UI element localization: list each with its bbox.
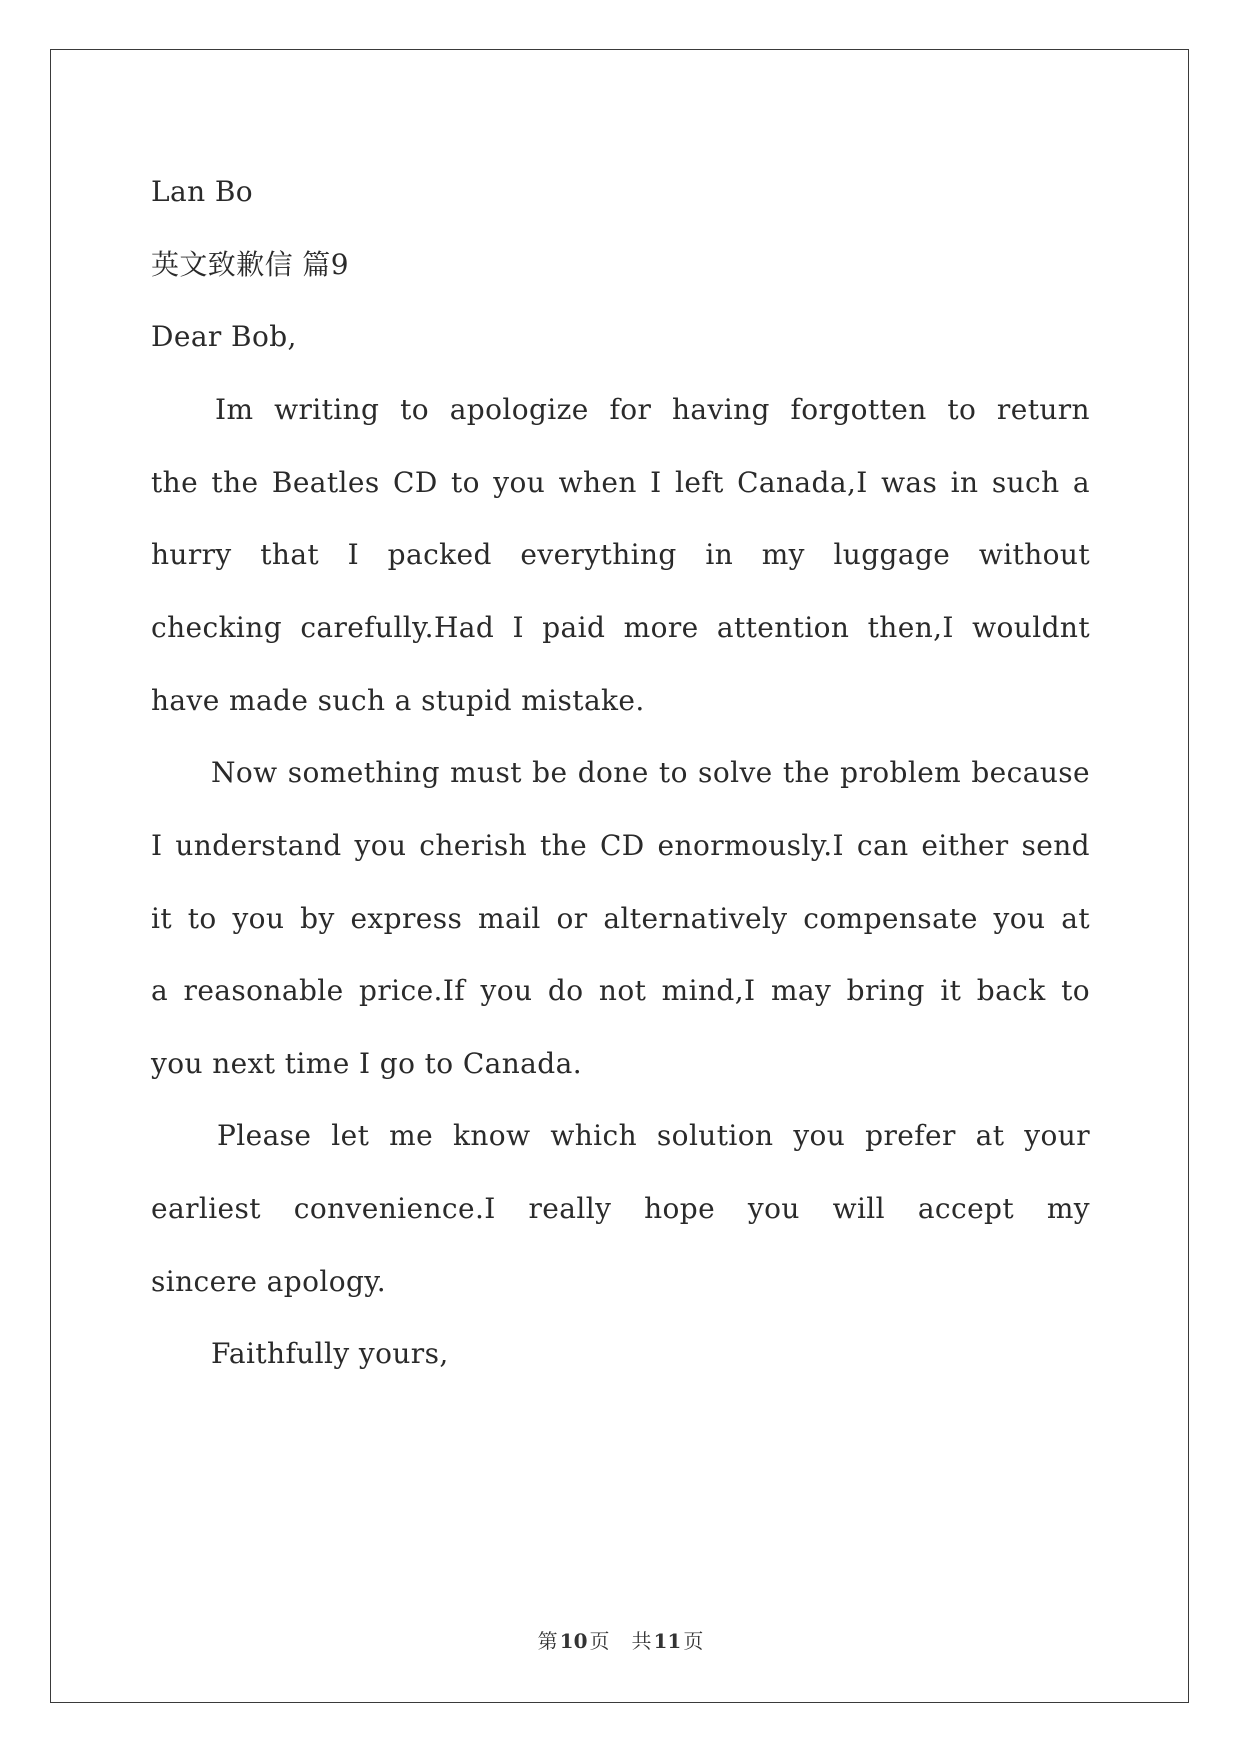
- paragraph-1-line-3: hurry that I packed everything in my luggage without: [151, 538, 1090, 571]
- paragraph-1-line-1: Im writing to apologize for having forgotten to return: [215, 393, 1090, 426]
- paragraph-2-line-3: it to you by express mail or alternatively compensate you at: [151, 902, 1090, 935]
- page-border: [50, 49, 1189, 1703]
- paragraph-1-line-2: the the Beatles CD to you when I left Canada,I was in such a: [151, 466, 1090, 499]
- total-pages: 11: [653, 1629, 682, 1653]
- total-suffix: 页: [683, 1629, 704, 1653]
- paragraph-1-line-4: checking carefully.Had I paid more attention then,I wouldnt: [151, 611, 1090, 644]
- page-prefix: 第: [537, 1629, 558, 1653]
- page-footer: [0, 1625, 1241, 1654]
- paragraph-1-line-5: have made such a stupid mistake.: [151, 684, 645, 717]
- paragraph-3-line-3: sincere apology.: [151, 1265, 387, 1298]
- total-prefix: 共: [631, 1629, 652, 1653]
- page-suffix: 页: [589, 1629, 610, 1653]
- paragraph-2-line-4: a reasonable price.If you do not mind,I may bring it back to: [151, 974, 1090, 1007]
- salutation: Dear Bob,: [151, 320, 297, 353]
- letter-heading: 英文致歉信 篇9: [151, 248, 349, 281]
- closing: Faithfully yours,: [211, 1337, 449, 1370]
- paragraph-2-line-2: I understand you cherish the CD enormously.I can either send: [151, 829, 1090, 862]
- page-number: 10: [559, 1629, 588, 1653]
- paragraph-3-line-2: earliest convenience.I really hope you will accept my: [151, 1192, 1090, 1225]
- paragraph-2-line-5: you next time I go to Canada.: [151, 1047, 582, 1080]
- previous-signature: Lan Bo: [151, 175, 254, 208]
- paragraph-2-line-1: Now something must be done to solve the problem because: [211, 756, 1090, 789]
- paragraph-3-line-1: Please let me know which solution you prefer at your: [217, 1119, 1090, 1152]
